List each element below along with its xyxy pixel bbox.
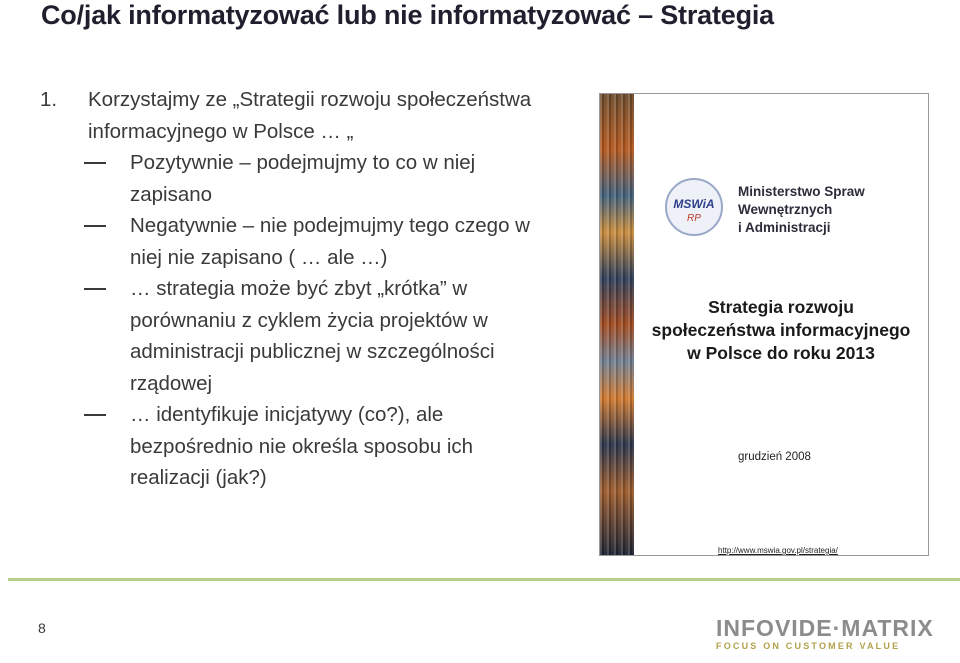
- brand-name: INFOVIDE·MATRIX: [716, 615, 934, 641]
- page-number: 8: [38, 620, 46, 636]
- item-number: 1.: [40, 88, 58, 111]
- ministry-line: i Administracji: [738, 220, 831, 235]
- bullet: [40, 273, 595, 399]
- logo-text: MSWiA: [673, 197, 715, 211]
- cover-title-line: Strategia rozwoju: [708, 297, 854, 317]
- cover-url: http://www.mswia.gov.pl/strategia/: [718, 546, 838, 555]
- cover-photo-stripe: [600, 94, 634, 555]
- item-text: Korzystajmy ze „Strategii rozwoju społeczeństwa informacyjnego w Polsce … „: [88, 88, 532, 143]
- ministry-name: [738, 183, 865, 237]
- dash-marker: [40, 210, 130, 273]
- cover-title-line: społeczeństwa informacyjnego: [651, 320, 911, 340]
- ministry-line: Wewnętrznych: [738, 202, 833, 217]
- bullet: [40, 147, 595, 210]
- bullet-text: … strategia może być zbyt „krótka” w porównaniu z cyklem życia projektów w administracji publicznej w szczególności rządowej: [130, 277, 495, 395]
- bullet-text: … identyfikuje inicjatywy (co?), ale bezpośrednio nie określa sposobu ich realizacji (jak?): [130, 403, 474, 489]
- strategy-cover-image: [599, 93, 929, 556]
- bullet: [40, 399, 595, 494]
- cover-date: grudzień 2008: [738, 451, 811, 463]
- bullet-text: Negatywnie – nie podejmujmy tego czego w niej nie zapisano ( … ale …): [130, 214, 530, 269]
- bullet: [40, 210, 595, 273]
- slide-title: Co/jak informatyzować lub nie informatyzować – Strategia: [41, 0, 774, 30]
- footer-divider: [8, 578, 960, 581]
- brand-logo: [716, 615, 934, 651]
- logo-subtext: RP: [687, 213, 701, 224]
- cover-title-line: w Polsce do roku 2013: [687, 343, 875, 363]
- dash-marker: [40, 147, 130, 210]
- brand-tagline: FOCUS ON CUSTOMER VALUE: [716, 641, 901, 651]
- dash-marker: [40, 273, 130, 399]
- cover-title: [634, 296, 928, 365]
- ministry-line: Ministerstwo Spraw: [738, 184, 865, 199]
- slide-content: [40, 84, 595, 494]
- dash-marker: [40, 399, 130, 494]
- numbered-item: [40, 84, 595, 147]
- bullet-text: Pozytywnie – podejmujmy to co w niej zapisano: [130, 151, 476, 206]
- ministry-logo: [665, 178, 723, 236]
